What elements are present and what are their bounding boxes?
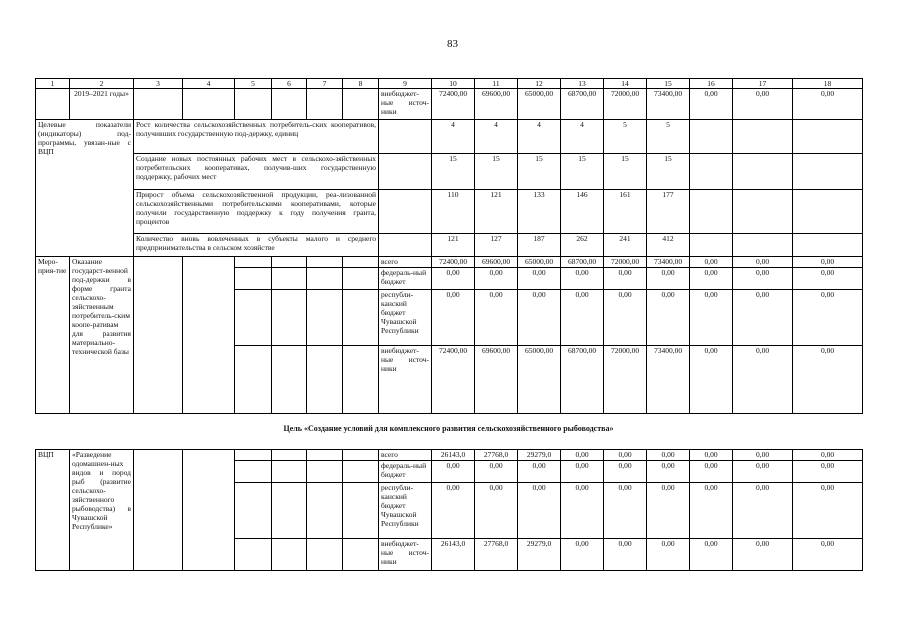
- value-cell: 0,00: [604, 483, 647, 539]
- indicator-value: 5: [604, 120, 647, 154]
- value-cell: 72000,00: [604, 346, 647, 414]
- empty-cell: [343, 539, 379, 571]
- vcp-name: «Разведение одомашнен-ных видов и пород рыб (развитие сельскохо-зяйственного рыбоводства) в Чувашской Республике»: [70, 450, 134, 571]
- indicator-value: 177: [647, 190, 690, 234]
- value-cell: 0,00: [647, 539, 690, 571]
- value-cell: 65000,00: [518, 346, 561, 414]
- source-cell: всего: [379, 450, 432, 461]
- column-number: 8: [343, 79, 379, 89]
- value-cell: 29279,0: [518, 450, 561, 461]
- indicator-value: 262: [561, 234, 604, 257]
- column-number: 3: [134, 79, 183, 89]
- value-cell: 0,00: [561, 539, 604, 571]
- empty-cell: [272, 346, 307, 414]
- value-cell: 0,00: [793, 483, 863, 539]
- empty-cell: [343, 290, 379, 346]
- column-number: 15: [647, 79, 690, 89]
- continuation-row: [36, 89, 863, 120]
- empty-cell: [690, 154, 733, 190]
- empty-cell: [379, 154, 432, 190]
- empty-cell: [235, 461, 272, 483]
- column-number: 2: [70, 79, 134, 89]
- empty-cell: [690, 234, 733, 257]
- value-cell: 0,00: [604, 268, 647, 290]
- value-cell: 0,00: [518, 461, 561, 483]
- value-cell: 26143,0: [432, 539, 475, 571]
- value-cell: 0,00: [647, 483, 690, 539]
- value-cell: 0,00: [733, 290, 793, 346]
- indicator-text: Количество вновь вовлеченных в субъекты малого и среднего предпринимательства в сельском хозяйстве: [134, 234, 379, 257]
- value-cell: 0,00: [793, 450, 863, 461]
- source-cell: внебюджет-ные источ-ники: [379, 346, 432, 414]
- column-number: 9: [379, 79, 432, 89]
- value-cell: 0,00: [733, 346, 793, 414]
- empty-cell: [307, 461, 343, 483]
- indicator-value: 4: [561, 120, 604, 154]
- indicator-value: 15: [432, 154, 475, 190]
- indicator-value: 110: [432, 190, 475, 234]
- value-cell: 0,00: [561, 450, 604, 461]
- value-cell: 0,00: [604, 461, 647, 483]
- column-number: 14: [604, 79, 647, 89]
- value-cell: 0,00: [432, 483, 475, 539]
- column-number: 17: [733, 79, 793, 89]
- empty-cell: [36, 89, 70, 120]
- vcp-type: ВЦП: [36, 450, 70, 571]
- measure-row: [36, 257, 863, 268]
- value-cell: 0,00: [604, 539, 647, 571]
- column-number: 4: [183, 79, 235, 89]
- empty-cell: [307, 257, 343, 268]
- value-cell: 69600,00: [475, 89, 518, 120]
- column-number: 5: [235, 79, 272, 89]
- value-cell: 0,00: [690, 461, 733, 483]
- empty-cell: [379, 120, 432, 154]
- indicator-value: 187: [518, 234, 561, 257]
- column-number: 11: [475, 79, 518, 89]
- value-cell: 68700,00: [561, 346, 604, 414]
- empty-cell: [235, 290, 272, 346]
- empty-cell: [235, 268, 272, 290]
- empty-cell: [272, 89, 307, 120]
- value-cell: 0,00: [733, 461, 793, 483]
- value-cell: 0,00: [475, 290, 518, 346]
- empty-cell: [235, 89, 272, 120]
- value-cell: 0,00: [793, 461, 863, 483]
- column-number: 10: [432, 79, 475, 89]
- value-cell: 0,00: [475, 483, 518, 539]
- value-cell: 72400,00: [432, 257, 475, 268]
- empty-cell: [733, 190, 793, 234]
- value-cell: 0,00: [690, 257, 733, 268]
- value-cell: 69600,00: [475, 346, 518, 414]
- value-cell: 0,00: [793, 539, 863, 571]
- empty-cell: [379, 234, 432, 257]
- source-cell: всего: [379, 257, 432, 268]
- value-cell: 0,00: [561, 268, 604, 290]
- empty-cell: [690, 190, 733, 234]
- budget-table-bottom: [35, 449, 863, 571]
- column-number: 16: [690, 79, 733, 89]
- value-cell: 72400,00: [432, 346, 475, 414]
- indicator-value: 146: [561, 190, 604, 234]
- value-cell: 0,00: [518, 290, 561, 346]
- empty-cell: [343, 346, 379, 414]
- empty-cell: [793, 190, 863, 234]
- value-cell: 27768,0: [475, 539, 518, 571]
- value-cell: 0,00: [733, 268, 793, 290]
- indicator-row: [36, 154, 863, 190]
- empty-cell: [272, 268, 307, 290]
- value-cell: 27768,0: [475, 450, 518, 461]
- empty-cell: [343, 483, 379, 539]
- empty-cell: [183, 257, 235, 414]
- empty-cell: [307, 89, 343, 120]
- value-cell: 0,00: [793, 89, 863, 120]
- column-number: 7: [307, 79, 343, 89]
- indicator-value: 121: [475, 190, 518, 234]
- value-cell: 0,00: [475, 268, 518, 290]
- value-cell: 0,00: [561, 461, 604, 483]
- value-cell: 0,00: [475, 461, 518, 483]
- empty-cell: [793, 234, 863, 257]
- source-cell: федераль-ный бюджет: [379, 461, 432, 483]
- measure-type: Меро-прия-тие: [36, 257, 70, 414]
- value-cell: 0,00: [793, 290, 863, 346]
- value-cell: 26143,0: [432, 450, 475, 461]
- empty-cell: [307, 450, 343, 461]
- value-cell: 68700,00: [561, 89, 604, 120]
- indicator-value: 241: [604, 234, 647, 257]
- value-cell: 0,00: [647, 290, 690, 346]
- value-cell: 65000,00: [518, 89, 561, 120]
- value-cell: 68700,00: [561, 257, 604, 268]
- value-cell: 0,00: [561, 290, 604, 346]
- value-cell: 0,00: [793, 268, 863, 290]
- empty-cell: [235, 483, 272, 539]
- value-cell: 0,00: [690, 450, 733, 461]
- empty-cell: [379, 190, 432, 234]
- empty-cell: [793, 154, 863, 190]
- indicators-label: Целевые показатели (индикаторы) под-программы, увязан-ные с ВЦП: [36, 120, 134, 257]
- budget-table-top: [35, 78, 863, 414]
- empty-cell: [343, 268, 379, 290]
- column-number: 18: [793, 79, 863, 89]
- value-cell: 0,00: [793, 257, 863, 268]
- empty-cell: [343, 257, 379, 268]
- value-cell: 72400,00: [432, 89, 475, 120]
- value-cell: 0,00: [690, 483, 733, 539]
- indicator-row: [36, 234, 863, 257]
- goal-title: Цель «Создание условий для комплексного развития сельскохозяйственного рыбоводства»: [283, 424, 614, 433]
- value-cell: 0,00: [733, 539, 793, 571]
- empty-cell: [307, 346, 343, 414]
- empty-cell: [733, 234, 793, 257]
- indicator-value: 15: [475, 154, 518, 190]
- empty-cell: [272, 450, 307, 461]
- indicator-text: Рост количества сельскохозяйственных потребитель-ских кооперативов, получивших государственную под-держку, единиц: [134, 120, 379, 154]
- source-cell: федераль-ный бюджет: [379, 268, 432, 290]
- indicator-value: 412: [647, 234, 690, 257]
- empty-cell: [690, 120, 733, 154]
- value-cell: 29279,0: [518, 539, 561, 571]
- value-cell: 0,00: [518, 483, 561, 539]
- empty-cell: [307, 268, 343, 290]
- indicator-value: 15: [604, 154, 647, 190]
- value-cell: 73400,00: [647, 89, 690, 120]
- empty-cell: [272, 483, 307, 539]
- indicator-value: 15: [518, 154, 561, 190]
- value-cell: 72000,00: [604, 89, 647, 120]
- indicator-value: 15: [647, 154, 690, 190]
- value-cell: 0,00: [690, 290, 733, 346]
- empty-cell: [134, 89, 183, 120]
- value-cell: 0,00: [690, 89, 733, 120]
- value-cell: 72000,00: [604, 257, 647, 268]
- empty-cell: [235, 257, 272, 268]
- empty-cell: [272, 461, 307, 483]
- indicator-value: 133: [518, 190, 561, 234]
- source-cell: республи-канский бюджет Чувашской Республики: [379, 483, 432, 539]
- indicator-row: [36, 120, 863, 154]
- value-cell: 0,00: [432, 268, 475, 290]
- indicator-value: 4: [518, 120, 561, 154]
- source-cell: внебюджет-ные источ-ники: [379, 539, 432, 571]
- empty-cell: [343, 461, 379, 483]
- indicator-value: 15: [561, 154, 604, 190]
- value-cell: 73400,00: [647, 257, 690, 268]
- empty-cell: [343, 450, 379, 461]
- empty-cell: [183, 450, 235, 571]
- empty-cell: [235, 346, 272, 414]
- value-cell: 0,00: [647, 450, 690, 461]
- page-number: 83: [447, 38, 458, 50]
- value-cell: 0,00: [432, 290, 475, 346]
- value-cell: 0,00: [690, 539, 733, 571]
- value-cell: 69600,00: [475, 257, 518, 268]
- column-number: 6: [272, 79, 307, 89]
- vcp-row: [36, 450, 863, 461]
- value-cell: 0,00: [733, 257, 793, 268]
- value-cell: 0,00: [604, 290, 647, 346]
- value-cell: 0,00: [432, 461, 475, 483]
- empty-cell: [235, 539, 272, 571]
- indicator-text: Прирост объема сельскохозяйственной продукции, реа-лизованной сельскохозяйственными потребительскими кооперативами, которые получили государственную поддержку к году получения гранта, процентов: [134, 190, 379, 234]
- header-row: [36, 79, 863, 89]
- empty-cell: [183, 89, 235, 120]
- period-cell: 2019–2021 годы»: [70, 89, 134, 120]
- value-cell: 0,00: [690, 268, 733, 290]
- empty-cell: [733, 120, 793, 154]
- measure-name: Оказание государст-венной под-держки в форме гранта сельскохо-зяйственным потребитель-ским коопе-ративам для развития материально-технической базы: [70, 257, 134, 414]
- source-cell: внебюджет-ные источ-ники: [379, 89, 432, 120]
- indicator-value: 121: [432, 234, 475, 257]
- empty-cell: [307, 483, 343, 539]
- column-number: 12: [518, 79, 561, 89]
- value-cell: 0,00: [647, 268, 690, 290]
- empty-cell: [733, 154, 793, 190]
- indicator-value: 4: [432, 120, 475, 154]
- value-cell: 0,00: [561, 483, 604, 539]
- source-cell: республи-канский бюджет Чувашской Республики: [379, 290, 432, 346]
- indicator-value: 161: [604, 190, 647, 234]
- empty-cell: [134, 257, 183, 414]
- empty-cell: [272, 290, 307, 346]
- empty-cell: [272, 257, 307, 268]
- empty-cell: [134, 450, 183, 571]
- indicator-value: 4: [475, 120, 518, 154]
- indicator-value: 127: [475, 234, 518, 257]
- value-cell: 0,00: [690, 346, 733, 414]
- value-cell: 0,00: [518, 268, 561, 290]
- empty-cell: [307, 290, 343, 346]
- value-cell: 0,00: [604, 450, 647, 461]
- column-number: 1: [36, 79, 70, 89]
- value-cell: 73400,00: [647, 346, 690, 414]
- indicator-value: 5: [647, 120, 690, 154]
- indicator-row: [36, 190, 863, 234]
- empty-cell: [793, 120, 863, 154]
- indicator-text: Создание новых постоянных рабочих мест в сельскохо-зяйственных потребительских кооперативах, получив-ших государственную поддержку, рабочих мест: [134, 154, 379, 190]
- empty-cell: [307, 539, 343, 571]
- empty-cell: [272, 539, 307, 571]
- value-cell: 0,00: [733, 483, 793, 539]
- empty-cell: [343, 89, 379, 120]
- value-cell: 0,00: [793, 346, 863, 414]
- value-cell: 0,00: [733, 89, 793, 120]
- empty-cell: [235, 450, 272, 461]
- value-cell: 65000,00: [518, 257, 561, 268]
- column-number: 13: [561, 79, 604, 89]
- value-cell: 0,00: [647, 461, 690, 483]
- value-cell: 0,00: [733, 450, 793, 461]
